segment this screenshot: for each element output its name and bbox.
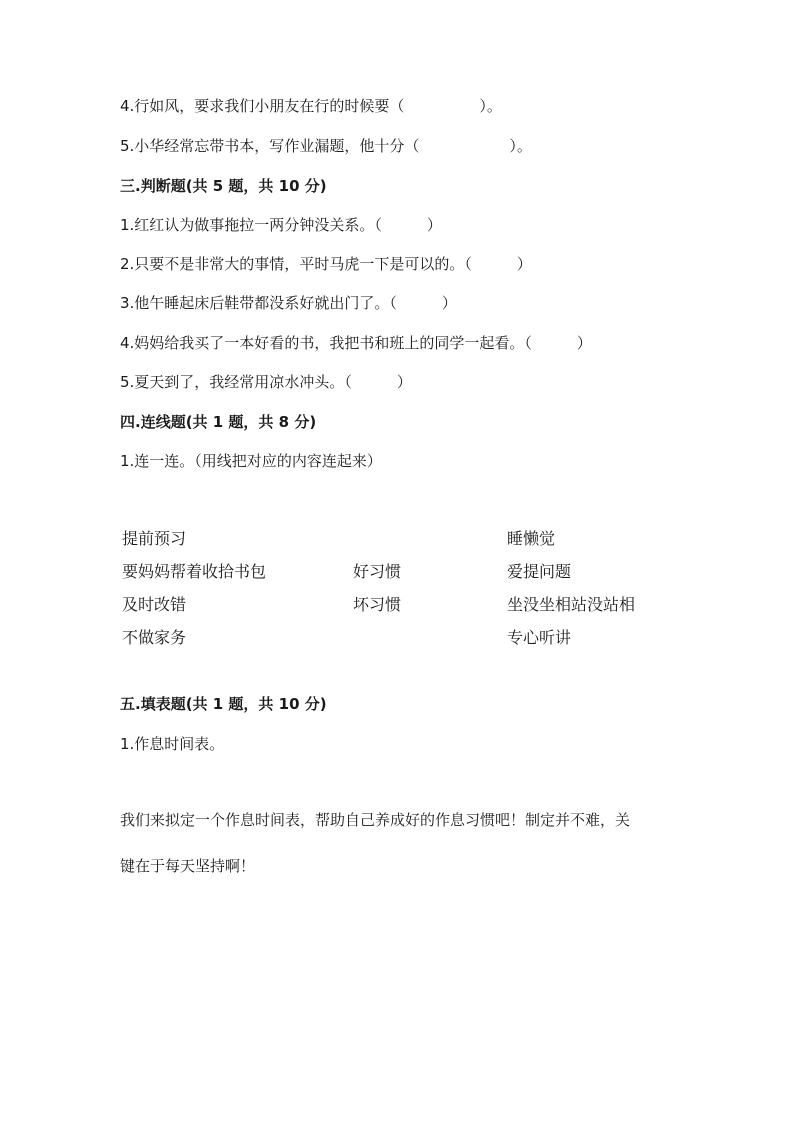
table-instructions-line-1: 我们来拟定一个作息时间表，帮助自己养成好的作息习惯吧！制定并不难，关 — [120, 811, 631, 829]
match-left-item[interactable]: 不做家务 — [122, 628, 187, 647]
table-question-1: 1.作息时间表。 — [120, 735, 225, 753]
fill-question-4: 4.行如风，要求我们小朋友在行的时候要（ ）。 — [120, 97, 502, 115]
match-left-item[interactable]: 提前预习 — [122, 529, 187, 548]
match-right-item[interactable]: 睡懒觉 — [507, 529, 556, 548]
match-left-item[interactable]: 要妈妈帮着收拾书包 — [122, 562, 267, 581]
match-right-item[interactable]: 爱提问题 — [507, 562, 572, 581]
match-right-item[interactable]: 专心听讲 — [507, 628, 572, 647]
match-right-item[interactable]: 坐没坐相站没站相 — [507, 595, 636, 614]
matching-question-1: 1.连一连。（用线把对应的内容连起来） — [120, 452, 382, 470]
section-heading-matching: 四.连线题(共 1 题，共 8 分) — [120, 413, 317, 431]
judgement-question-3: 3.他午睡起床后鞋带都没系好就出门了。（ ） — [120, 294, 457, 312]
section-heading-judgement: 三.判断题(共 5 题，共 10 分) — [120, 177, 327, 195]
judgement-question-5: 5.夏天到了，我经常用凉水冲头。（ ） — [120, 373, 412, 391]
match-category-good-habit[interactable]: 好习惯 — [353, 562, 402, 581]
section-heading-table: 五.填表题(共 1 题，共 10 分) — [120, 695, 327, 713]
table-instructions-line-2: 键在于每天坚持啊！ — [120, 857, 256, 875]
judgement-question-4: 4.妈妈给我买了一本好看的书，我把书和班上的同学一起看。（ ） — [120, 334, 592, 352]
judgement-question-1: 1.红红认为做事拖拉一两分钟没关系。（ ） — [120, 216, 442, 234]
judgement-question-2: 2.只要不是非常大的事情，平时马虎一下是可以的。（ ） — [120, 255, 532, 273]
fill-question-5: 5.小华经常忘带书本，写作业漏题，他十分（ ）。 — [120, 137, 532, 155]
match-left-item[interactable]: 及时改错 — [122, 595, 187, 614]
match-category-bad-habit[interactable]: 坏习惯 — [353, 595, 402, 614]
